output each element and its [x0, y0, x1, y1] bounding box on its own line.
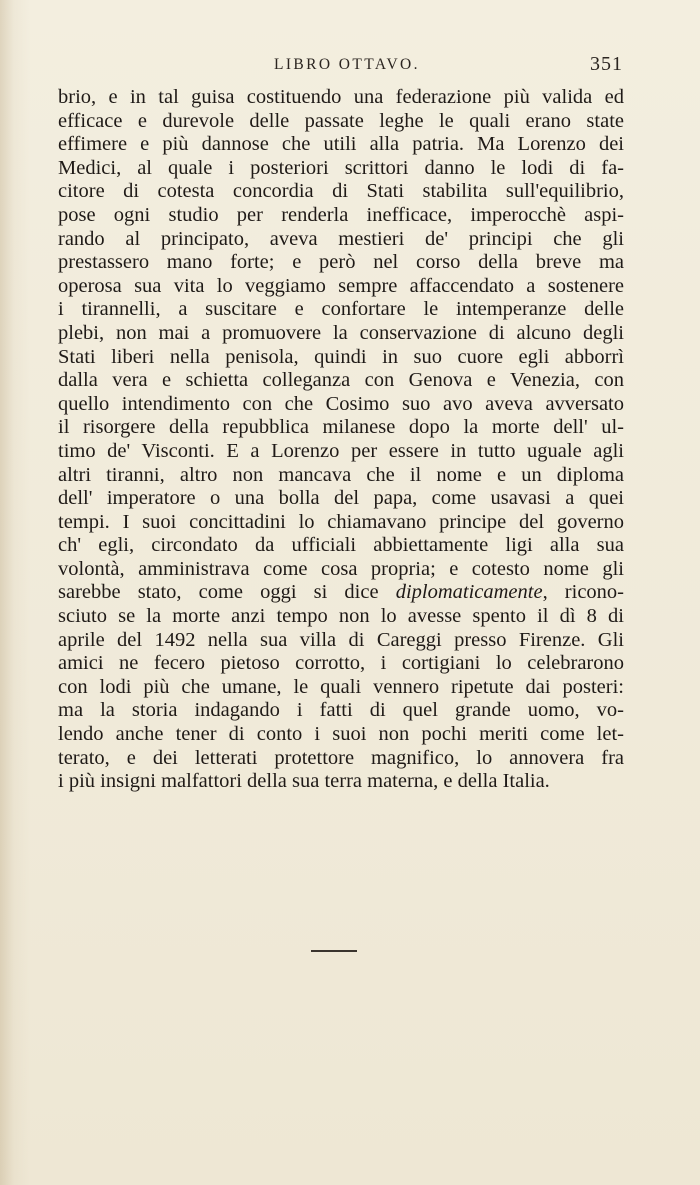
- text-line: Medici, al quale i posteriori scrittori danno le lodi di fa-: [58, 156, 624, 179]
- section-divider: [311, 950, 357, 952]
- text-line: tempi. I suoi concittadini lo chiamavano principe del governo: [58, 510, 624, 533]
- text-line: timo de' Visconti. E a Lorenzo per essere in tutto uguale agli: [58, 439, 624, 462]
- page-header: [0, 53, 700, 78]
- text-line: effimere e più dannose che utili alla patria. Ma Lorenzo dei: [58, 133, 624, 156]
- running-title: LIBRO OTTAVO.: [274, 56, 420, 73]
- text-line: efficace e durevole delle passate leghe le quali erano state: [58, 109, 624, 132]
- italic-term: diplomaticamente: [395, 581, 543, 604]
- text-line: ch' egli, circondato da ufficiali abbiettamente ligi alla sua: [58, 534, 624, 557]
- text-line: rando al principato, aveva mestieri de' principi che gli: [58, 227, 624, 250]
- text-line: pose ogni studio per renderla inefficace, imperocchè aspi-: [58, 203, 624, 226]
- text-line: terato, e dei letterati protettore magnifico, lo annovera fra: [58, 746, 624, 769]
- text-line-with-italic: [58, 581, 624, 605]
- text-line: ma la storia indagando i fatti di quel grande uomo, vo-: [58, 699, 624, 722]
- page-number: 351: [590, 53, 623, 75]
- text-line: amici ne fecero pietoso corrotto, i cortigiani lo celebrarono: [58, 652, 624, 675]
- text-line: i tirannelli, a suscitare e confortare le intemperanze delle: [58, 298, 624, 321]
- text-line: sciuto se la morte anzi tempo non lo avesse spento il dì 8 di: [58, 605, 624, 628]
- text-line: volontà, amministrava come cosa propria; e cotesto nome gli: [58, 557, 624, 580]
- text-line: plebi, non mai a promuovere la conservazione di alcuno degli: [58, 321, 624, 344]
- text-segment: sarebbe stato, come oggi si dice: [58, 581, 396, 604]
- text-line: operosa sua vita lo veggiamo sempre affaccendato a sostenere: [58, 274, 624, 297]
- body-paragraph: [58, 86, 624, 794]
- text-line: altri tiranni, altro non mancava che il nome e un diploma: [58, 463, 624, 486]
- text-segment: , ricono-: [542, 581, 624, 604]
- text-line: il risorgere della repubblica milanese dopo la morte dell' ul-: [58, 416, 624, 439]
- text-line: Stati liberi nella penisola, quindi in suo cuore egli abborrì: [58, 345, 624, 368]
- text-line: citore di cotesta concordia di Stati stabilita sull'equilibrio,: [58, 180, 624, 203]
- text-line: dalla vera e schietta colleganza con Genova e Venezia, con: [58, 369, 624, 392]
- text-line: dell' imperatore o una bolla del papa, come usavasi a quei: [58, 487, 624, 510]
- text-line: prestassero mano forte; e però nel corso della breve ma: [58, 251, 624, 274]
- text-line: quello intendimento con che Cosimo suo avo aveva avversato: [58, 392, 624, 415]
- text-line: i più insigni malfattori della sua terra materna, e della Italia.: [58, 770, 550, 793]
- text-line: con lodi più che umane, le quali vennero ripetute dai posteri:: [58, 675, 624, 698]
- text-line: brio, e in tal guisa costituendo una federazione più valida ed: [58, 86, 624, 108]
- text-line: lendo anche tener di conto i suoi non pochi meriti come let-: [58, 723, 624, 746]
- text-line: aprile del 1492 nella sua villa di Careggi presso Firenze. Gli: [58, 628, 624, 651]
